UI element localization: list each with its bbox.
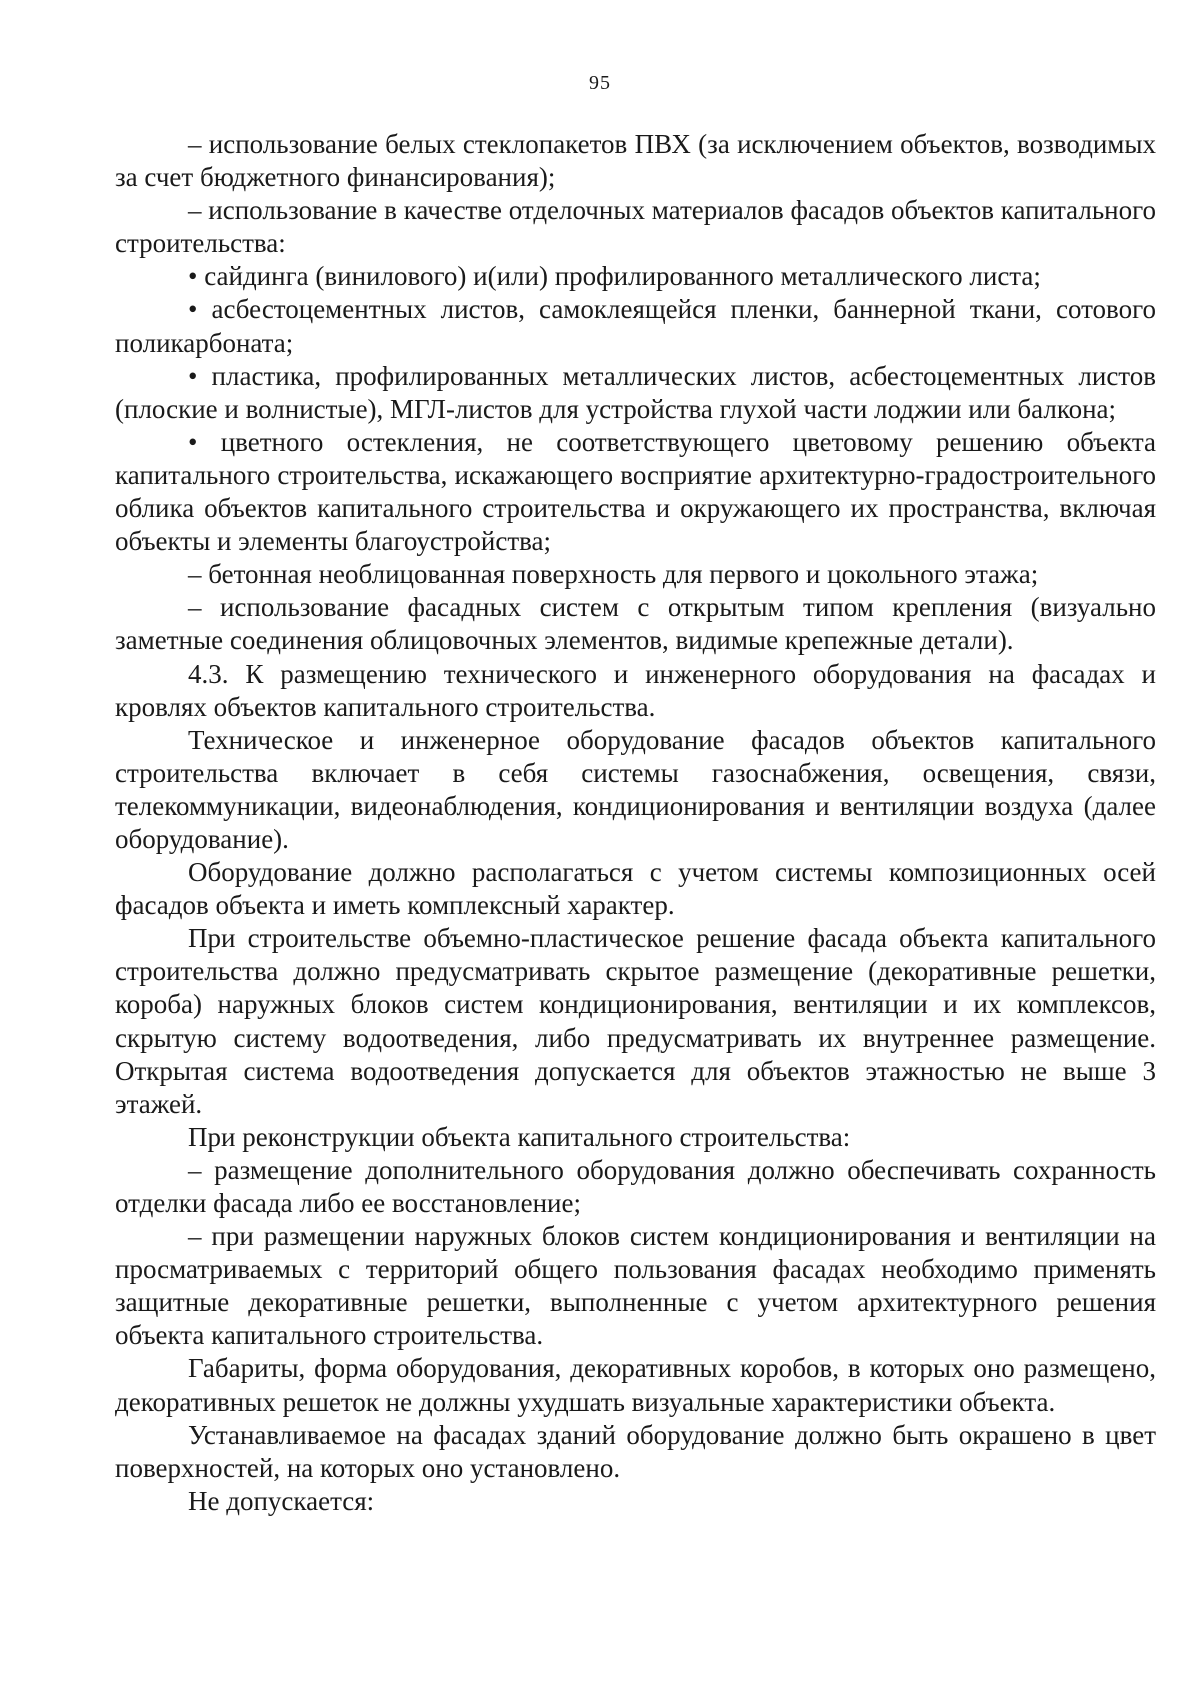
section-heading-4-3: 4.3. К размещению технического и инженерного оборудования на фасадах и кровлях объектов капитального строительства. bbox=[115, 658, 1156, 722]
paragraph-equipment-placement: Оборудование должно располагаться с учетом системы композиционных осей фасадов объекта и иметь комплексный характер. bbox=[115, 857, 1156, 921]
paragraph-additional-equipment: – размещение дополнительного оборудования должно обеспечивать сохранность отделки фасада либо ее восстановление; bbox=[115, 1154, 1156, 1218]
paragraph-open-facade-systems: – использование фасадных систем с открытым типом крепления (визуально заметные соединения облицовочных элементов, видимые крепежные детали). bbox=[115, 592, 1156, 656]
page-number: 95 bbox=[589, 72, 611, 94]
paragraph-outdoor-units: – при размещении наружных блоков систем кондиционирования и вентиляции на просматриваемых с территорий общего пользования фасадах необходимо применять защитные декоративные решетки, выполненные с учетом архитектурного решения объекта капитального строительства. bbox=[115, 1221, 1156, 1351]
paragraph-equipment-definition: Техническое и инженерное оборудование фасадов объектов капитального строительства включает в себя системы газоснабжения, освещения, связи, телекоммуникации, видеонаблюдения, кондиционирования и вентиляции воздуха (далее оборудование). bbox=[115, 724, 1156, 854]
paragraph-reconstruction-intro: При реконструкции объекта капитального строительства: bbox=[188, 1121, 851, 1152]
paragraph-construction-requirements: При строительстве объемно-пластическое решение фасада объекта капитального строительства должно предусматривать скрытое размещение (декоративные решетки, короба) наружных блоков систем кондиционирования, вентиляции и их комплексов, скрытую систему водоотведения, либо предусматривать их внутреннее размещение. Открытая система водоотведения допускается для объектов этажностью не выше 3 этажей. bbox=[115, 923, 1156, 1119]
bullet-siding: • сайдинга (винилового) и(или) профилированного металлического листа; bbox=[188, 261, 1041, 292]
bullet-asbestos-sheets: • асбестоцементных листов, самоклеящейся пленки, баннерной ткани, сотового поликарбоната; bbox=[115, 294, 1156, 358]
paragraph-white-pvc-windows: – использование белых стеклопакетов ПВХ (за исключением объектов, возводимых за счет бюджетного финансирования); bbox=[115, 129, 1156, 193]
paragraph-finishing-materials: – использование в качестве отделочных материалов фасадов объектов капитального строительства: bbox=[115, 195, 1156, 259]
paragraph-dimensions: Габариты, форма оборудования, декоративных коробов, в которых оно размещено, декоративных решеток не должны ухудшать визуальные характеристики объекта. bbox=[115, 1353, 1156, 1417]
paragraph-not-allowed: Не допускается: bbox=[188, 1485, 375, 1516]
bullet-plastic: • пластика, профилированных металлических листов, асбестоцементных листов (плоские и волнистые), МГЛ-листов для устройства глухой части лоджии или балкона; bbox=[115, 360, 1156, 424]
document-body bbox=[115, 128, 1156, 1518]
paragraph-concrete-surface: – бетонная необлицованная поверхность для первого и цокольного этажа; bbox=[188, 559, 1039, 590]
paragraph-painting: Устанавливаемое на фасадах зданий оборудование должно быть окрашено в цвет поверхностей, на которых оно установлено. bbox=[115, 1419, 1156, 1483]
bullet-colored-glazing: • цветного остекления, не соответствующего цветовому решению объекта капитального строительства, искажающего восприятие архитектурно-градостроительного облика объектов капитального строительства и окружающего их пространства, включая объекты и элементы благоустройства; bbox=[115, 426, 1156, 557]
